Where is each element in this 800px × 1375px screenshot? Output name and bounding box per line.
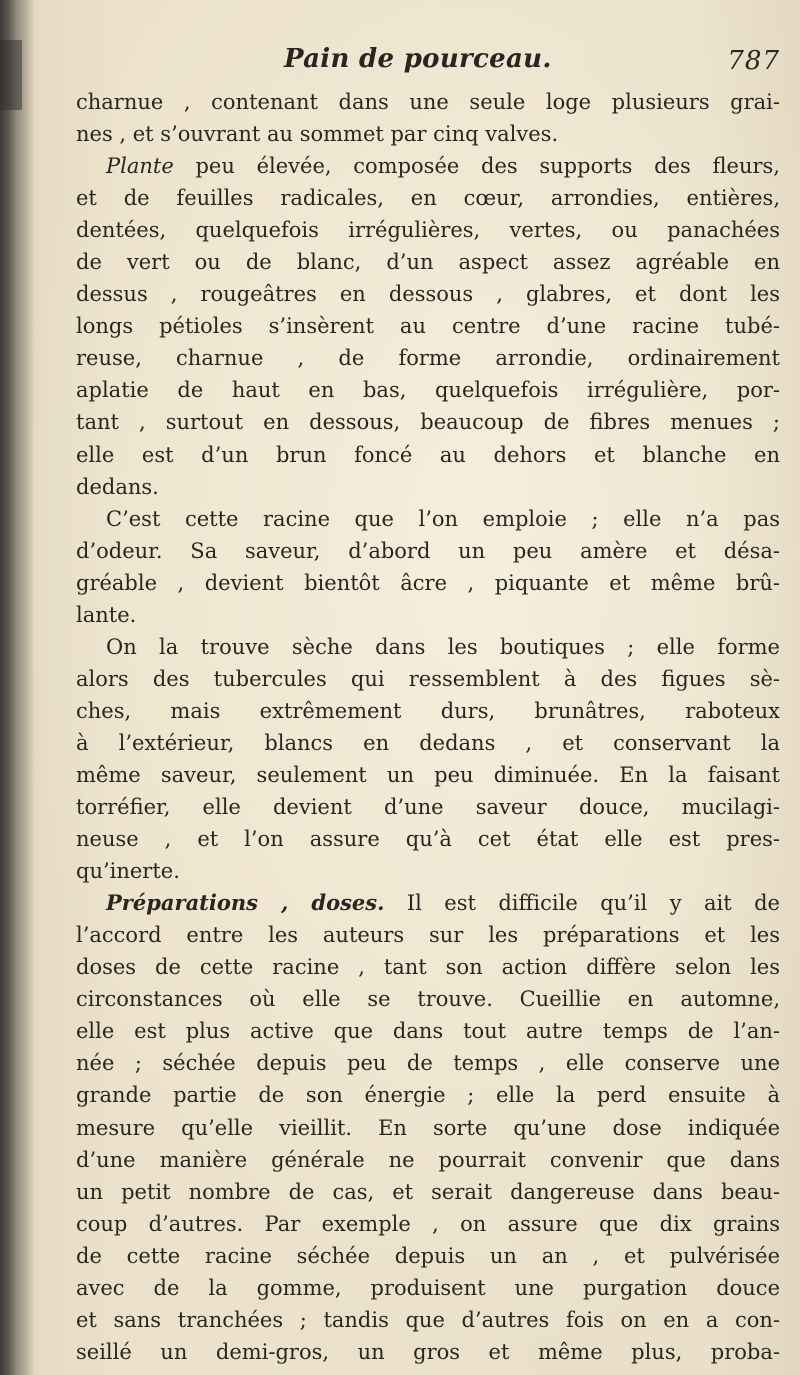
- text-line: [76, 887, 780, 919]
- text-line: qu’inerte.: [76, 859, 180, 884]
- text-line: longs pétioles s’insèrent au centre d’une racine tubé-: [76, 314, 780, 339]
- text-line: avec de la gomme, produisent une purgation douce: [76, 1275, 780, 1300]
- text-line: elle est plus active que dans tout autre temps de l’an-: [76, 1019, 780, 1044]
- text-line: charnue , contenant dans une seule loge plusieurs grai-: [76, 90, 780, 114]
- text-line: circonstances où elle se trouve. Cueillie en automne,: [76, 987, 780, 1012]
- running-title: Pain de pourceau.: [284, 44, 552, 74]
- page-header: [74, 44, 780, 84]
- text-line: elle est d’un brun foncé au dehors et blanche en: [76, 442, 780, 467]
- text-line: lante.: [76, 602, 137, 627]
- text-fragment: peu élevée, composée des supports des fleurs,: [173, 154, 780, 179]
- text-fragment: Il est difficile qu’il y ait de: [384, 891, 780, 916]
- text-line: dentées, quelquefois irrégulières, vertes, ou panachées: [76, 218, 780, 243]
- text-line: ches, mais extrêmement durs, brunâtres, raboteux: [76, 698, 780, 723]
- text-line: d’une manière générale ne pourrait convenir que dans: [76, 1147, 780, 1172]
- body-text: [76, 86, 780, 1368]
- text-line: dessus , rougeâtres en dessous , glabres, et dont les: [76, 282, 780, 307]
- text-line: tant , surtout en dessous, beaucoup de fibres menues ;: [76, 410, 780, 435]
- text-line: alors des tubercules qui ressemblent à des figues sè-: [76, 666, 780, 691]
- text-line: à l’extérieur, blancs en dedans , et conservant la: [76, 730, 780, 755]
- text-line: de vert ou de blanc, d’un aspect assez agréable en: [76, 250, 780, 275]
- text-line: même saveur, seulement un peu diminuée. En la faisant: [76, 762, 780, 787]
- book-spine: [0, 0, 34, 1375]
- text-line: un petit nombre de cas, et serait dangereuse dans beau-: [76, 1179, 780, 1204]
- section-lead-preparations: Préparations , doses.: [106, 890, 385, 916]
- text-line: doses de cette racine , tant son action diffère selon les: [76, 955, 780, 980]
- text-line: et sans tranchées ; tandis que d’autres fois on en a con-: [76, 1307, 780, 1332]
- text-line: aplatie de haut en bas, quelquefois irrégulière, por-: [76, 378, 780, 403]
- text-line: gréable , devient bientôt âcre , piquante et même brû-: [76, 570, 780, 595]
- section-lead-plante: Plante: [106, 154, 174, 179]
- text-line: C’est cette racine que l’on emploie ; elle n’a pas: [106, 506, 780, 531]
- text-line: reuse, charnue , de forme arrondie, ordinairement: [76, 346, 780, 371]
- text-line: nes , et s’ouvrant au sommet par cinq valves.: [76, 122, 559, 147]
- text-line: l’accord entre les auteurs sur les préparations et les: [76, 923, 780, 948]
- text-line: [76, 150, 780, 182]
- text-line: coup d’autres. Par exemple , on assure que dix grains: [76, 1211, 780, 1236]
- text-line: On la trouve sèche dans les boutiques ; elle forme: [106, 634, 780, 659]
- text-line: et de feuilles radicales, en cœur, arrondies, entières,: [76, 186, 780, 211]
- text-line: de cette racine séchée depuis un an , et pulvérisée: [76, 1243, 780, 1268]
- text-line: seillé un demi-gros, un gros et même plus, proba-: [76, 1339, 780, 1364]
- page-number: 787: [727, 46, 780, 76]
- text-line: torréfier, elle devient d’une saveur douce, mucilagi-: [76, 795, 780, 820]
- text-line: grande partie de son énergie ; elle la perd ensuite à: [76, 1083, 780, 1108]
- text-line: née ; séchée depuis peu de temps , elle conserve une: [76, 1051, 780, 1076]
- spine-shadow: [0, 40, 22, 110]
- text-line: neuse , et l’on assure qu’à cet état elle est pres-: [76, 827, 780, 852]
- text-line: dedans.: [76, 474, 159, 499]
- text-line: mesure qu’elle vieillit. En sorte qu’une dose indiquée: [76, 1115, 780, 1140]
- text-line: d’odeur. Sa saveur, d’abord un peu amère et désa-: [76, 538, 780, 563]
